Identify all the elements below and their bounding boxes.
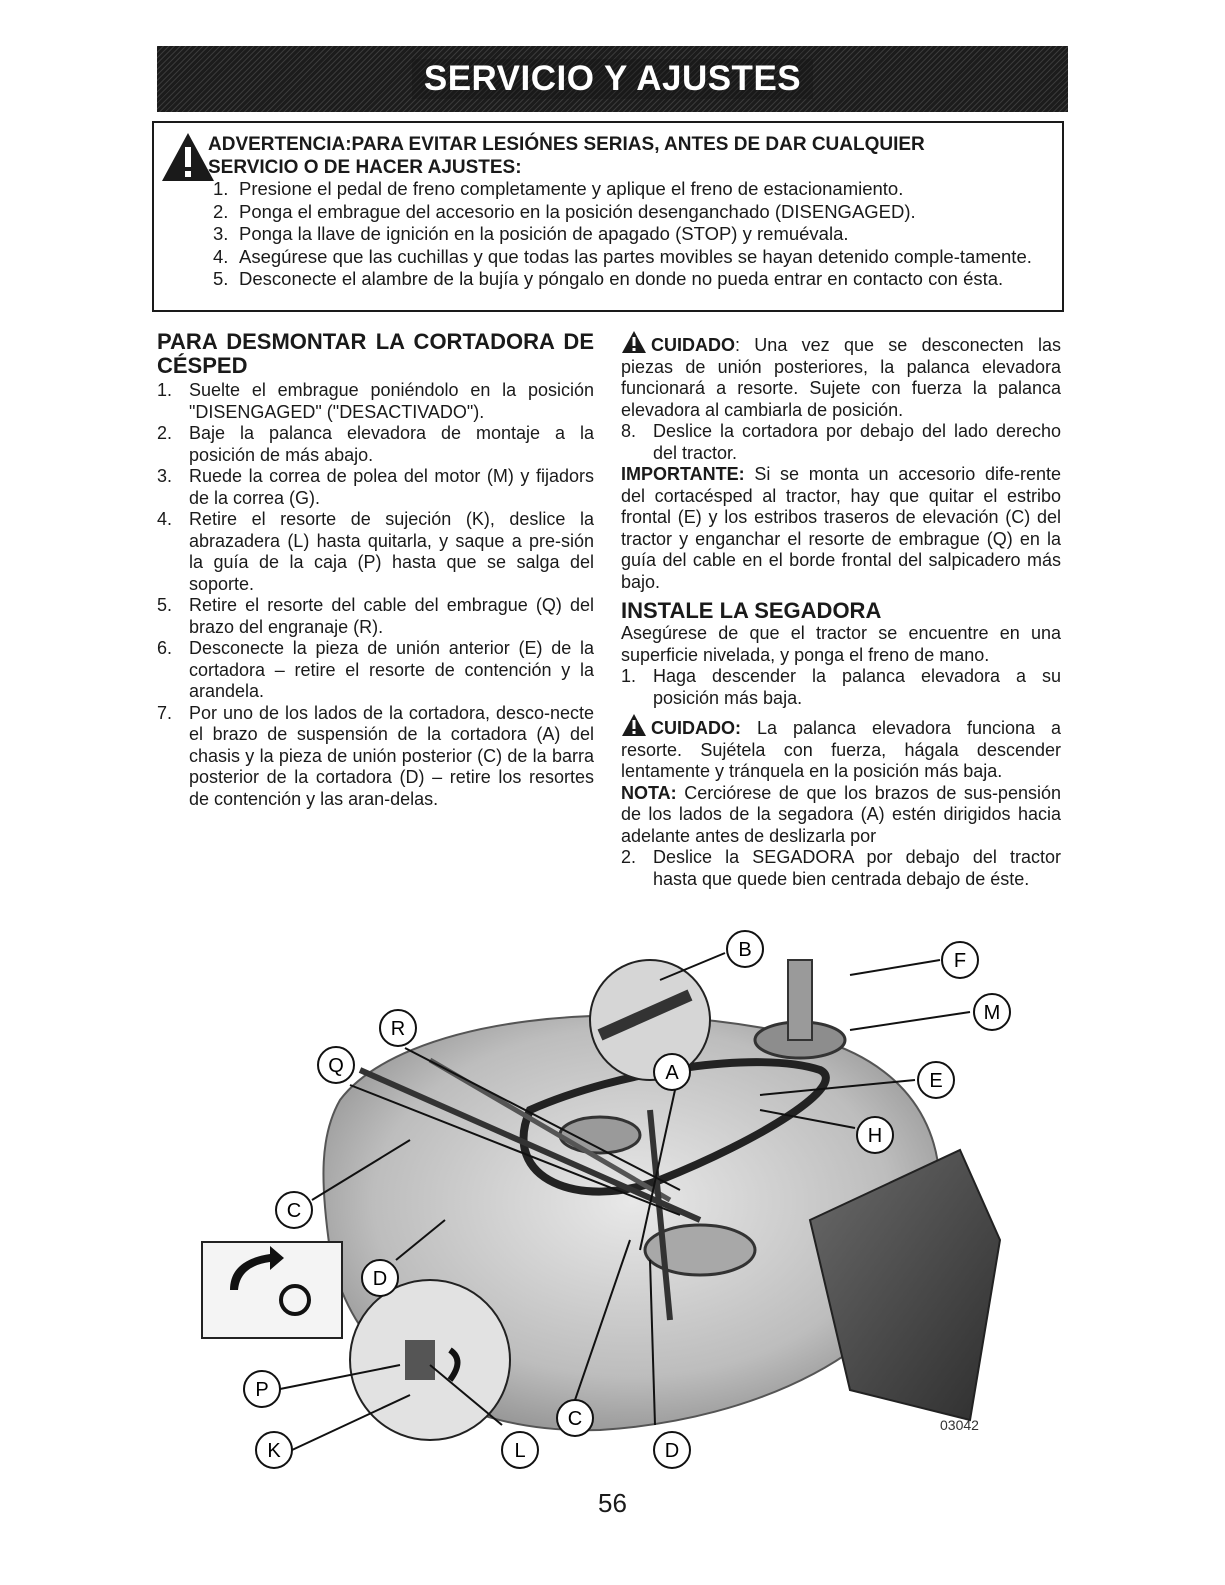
warning-heading-line1: ADVERTENCIA:PARA EVITAR LESIÓNES SERIAS, ANTES DE DAR CUALQUIER bbox=[208, 134, 925, 155]
svg-text:F: F bbox=[953, 950, 967, 972]
list-item: 8. Deslice la cortadora por debajo del lado derecho del tractor. bbox=[621, 421, 1061, 463]
callout-m bbox=[974, 994, 1010, 1030]
figure-reference-code: 03042 bbox=[940, 1417, 979, 1433]
svg-text:Q: Q bbox=[328, 1055, 344, 1077]
callout-p bbox=[244, 1371, 280, 1407]
list-item: 2. Deslice la SEGADORA por debajo del tractor hasta que quede bien centrada debajo de éste. bbox=[621, 847, 1061, 889]
svg-text:A: A bbox=[665, 1062, 679, 1084]
important-note: IMPORTANTE: Si se monta un accesorio dife-rente del cortacésped al tractor, hay que quitar el estribo frontal (E) y los estribos traseros de elevación (C) del tractor y enganchar el resorte de embrague (Q) en la guía del cable en el borde frontal del salpicadero más bajo. bbox=[621, 464, 1061, 592]
install-step-1-list bbox=[621, 666, 1061, 709]
remove-mower-heading: PARA DESMONTAR LA CORTADORA DE CÉSPED bbox=[157, 329, 594, 378]
callout-f bbox=[942, 942, 978, 978]
callout-c-lower bbox=[557, 1400, 593, 1436]
svg-text:B: B bbox=[738, 939, 752, 961]
step-8-list bbox=[621, 421, 1061, 464]
warning-heading-line2: SERVICIO O DE HACER AJUSTES: bbox=[208, 157, 522, 178]
callout-a bbox=[654, 1054, 690, 1090]
svg-text:D: D bbox=[372, 1268, 388, 1290]
list-item: 2. Ponga el embrague del accesorio en la posición desenganchado (DISENGAGED). bbox=[213, 200, 916, 222]
svg-text:P: P bbox=[255, 1379, 269, 1401]
list-item: 5. Retire el resorte del cable del embrague (Q) del brazo del engranaje (R). bbox=[157, 595, 594, 637]
list-item: 1. Suelte el embrague poniéndolo en la posición "DISENGAGED" ("DESACTIVADO"). bbox=[157, 380, 594, 422]
list-item: 4. Retire el resorte de sujeción (K), deslice la abrazadera (L) hasta quitarla, y saque a pre-sión la guía de la caja (P) hasta que se salga del soporte. bbox=[157, 509, 594, 594]
note: NOTA: Cerciórese de que los brazos de sus-pensión de los lados de la segadora (A) estén dirigidos hacia adelante antes de deslizarla por bbox=[621, 782, 1061, 846]
list-item: 4. Asegúrese que las cuchillas y que todas las partes movibles se hayan detenido comple-tamente. bbox=[213, 245, 1032, 267]
list-item: 3. Ruede la correa de polea del motor (M) y fijadors de la correa (G). bbox=[157, 466, 594, 508]
remove-steps-list bbox=[157, 380, 594, 810]
callout-b bbox=[727, 931, 763, 967]
caution-icon bbox=[621, 330, 647, 354]
list-item: 6. Desconecte la pieza de unión anterior (E) de la cortadora – retire el resorte de contención y la arandela. bbox=[157, 638, 594, 701]
callout-h bbox=[857, 1117, 893, 1153]
list-item: 2. Baje la palanca elevadora de montaje a la posición de más abajo. bbox=[157, 423, 594, 465]
install-intro: Asegúrese de que el tractor se encuentre en una superficie nivelada, y ponga el freno de mano. bbox=[621, 623, 1061, 665]
warning-list bbox=[209, 178, 1064, 291]
callout-l bbox=[502, 1432, 538, 1468]
list-item: 1. Haga descender la palanca elevadora a su posición más baja. bbox=[621, 666, 1061, 708]
right-column bbox=[621, 330, 1061, 890]
svg-text:K: K bbox=[267, 1440, 281, 1462]
left-column bbox=[157, 330, 594, 810]
svg-text:E: E bbox=[929, 1070, 943, 1092]
mower-deck-diagram bbox=[200, 920, 1030, 1480]
svg-text:H: H bbox=[867, 1125, 883, 1147]
svg-text:M: M bbox=[983, 1002, 1001, 1024]
svg-text:C: C bbox=[286, 1200, 302, 1222]
list-item: 5. Desconecte el alambre de la bujía y póngalo en donde no pueda entrar en contacto con ésta. bbox=[213, 268, 1004, 289]
section-banner bbox=[157, 46, 1068, 112]
list-item: 7. Por uno de los lados de la cortadora, desco-necte el brazo de suspensión de la cortadora (A) del chasis y la pieza de unión posterior (C) de la barra posterior de la cortadora (D) – retire los resortes de contención y las aran-delas. bbox=[157, 702, 594, 809]
svg-text:R: R bbox=[390, 1018, 406, 1040]
caution-note-2: CUIDADO: La palanca elevadora funciona a resorte. Sujétela con fuerza, hágala descender lentamente y tránquela en la posición más baja. bbox=[621, 713, 1061, 783]
callout-d-lower bbox=[654, 1432, 690, 1468]
list-item: 3. Ponga la llave de ignición en la posición de apagado (STOP) y remuévala. bbox=[213, 223, 849, 244]
warning-box bbox=[152, 121, 1064, 312]
svg-text:D: D bbox=[664, 1440, 680, 1462]
list-item: 1. Presione el pedal de freno completamente y aplique el freno de estacionamiento. bbox=[213, 178, 904, 199]
install-mower-heading: INSTALE LA SEGADORA bbox=[621, 598, 882, 623]
callout-e bbox=[918, 1062, 954, 1098]
callout-c bbox=[276, 1192, 312, 1228]
callout-d bbox=[362, 1260, 398, 1296]
page-title: SERVICIO Y AJUSTES bbox=[412, 59, 813, 99]
callout-q bbox=[318, 1047, 354, 1083]
caution-icon bbox=[621, 713, 647, 737]
page-number: 56 bbox=[598, 1488, 627, 1518]
callout-r bbox=[380, 1010, 416, 1046]
warning-heading bbox=[208, 133, 1058, 179]
spindle bbox=[788, 960, 812, 1040]
install-step-2-list bbox=[621, 847, 1061, 890]
svg-text:C: C bbox=[567, 1408, 583, 1430]
svg-text:L: L bbox=[514, 1440, 526, 1462]
callout-k bbox=[256, 1432, 292, 1468]
caution-note-1: CUIDADO: Una vez que se desconecten las piezas de unión posteriores, la palanca elevadora funcionará a resorte. Sujete con fuerza la palanca elevadora al cambiarla de posición. bbox=[621, 330, 1061, 421]
detail-inset-b bbox=[590, 960, 710, 1080]
